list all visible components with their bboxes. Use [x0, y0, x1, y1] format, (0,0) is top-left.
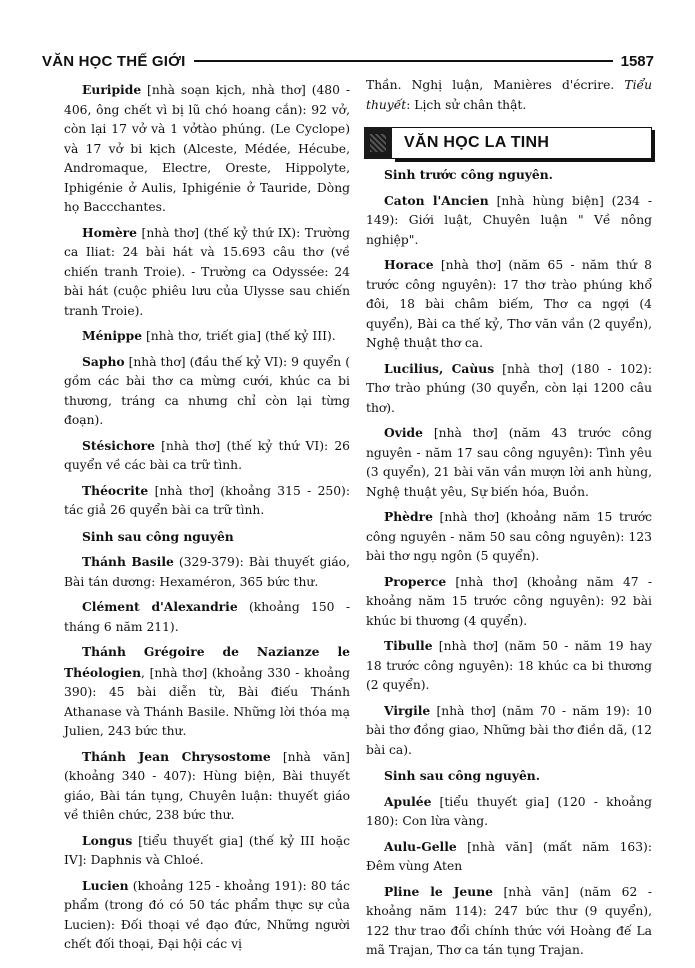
- subhead-after-christ: Sinh sau công nguyên: [82, 528, 234, 544]
- entry-horace: [366, 255, 652, 354]
- entry-text: [nhà thơ] (năm 70 - năm 19): 10 bài thơ đồng giao, Những bài thơ điền dã, (12 bài ca).: [366, 703, 652, 757]
- header-rule: [194, 60, 613, 62]
- entry-pline: [366, 882, 652, 961]
- entry-name: Caton l'Ancien: [384, 192, 489, 208]
- entry-name: Sapho: [82, 353, 125, 369]
- entry-text: [nhà hùng biện] (234 - 149): Giới luật, Chuyên luận " Về nông nghiệp".: [366, 193, 652, 247]
- entry-lucilius: [366, 359, 652, 419]
- entry-name: Longus: [82, 832, 133, 848]
- entry-name: Stésichore: [82, 437, 155, 453]
- subhead-before-christ: Sinh trước công nguyên.: [384, 167, 553, 182]
- entry-gregoire: [64, 642, 350, 742]
- section-title: VĂN HỌC LA TINH: [392, 127, 652, 159]
- entry-text: [tiểu thuyết gia] (120 - khoảng 180): Con lừa vàng.: [366, 794, 652, 828]
- entry-name: Clément d'Alexandrie: [82, 599, 238, 614]
- entry-name: Homère: [82, 224, 137, 240]
- entry-name: Ovide: [384, 425, 423, 440]
- entry-name: Phèdre: [384, 509, 433, 524]
- entry-homere: [64, 223, 350, 322]
- entry-text: [nhà soạn kịch, nhà thơ] (480 - 406, ông chết vì bị lũ chó hoang cắn): 92 vở, còn lại 17 vở và 1 vởtào phúng. (Le Cyclope) và 17 vở bi kịch (Alceste, Médée, Hécube, Andromaque, Electre, Oreste, Hippolyte, Iphigénie ở Aulis, Iphigénie ở Tauride, Dòng họ Baccchantes.: [64, 83, 350, 214]
- section-marker-icon: [364, 127, 392, 159]
- entry-name: Pline le Jeune: [384, 883, 493, 899]
- running-header: [42, 48, 654, 74]
- entry-text: [nhà thơ] (đầu thế kỷ VI): 9 quyển ( gồm các bài thơ ca mừng cưới, khúc ca bi thương, tráng ca nhưng chỉ còn lại từng đoạn).: [64, 354, 350, 427]
- entry-text: (329-379): Bài thuyết giáo, Bài tán dương: Hexaméron, 365 bức thư.: [64, 555, 350, 589]
- entry-text: [nhà thơ] (thế kỷ thứ VI): 26 quyển về các bài ca trữ tình.: [64, 438, 350, 472]
- entry-name: Théocrite: [82, 482, 149, 498]
- entry-caton: [366, 191, 652, 251]
- entry-text: [nhà thơ, triết gia] (thế kỷ III).: [142, 329, 336, 343]
- entry-ovide: [366, 423, 652, 502]
- entry-clement: [64, 597, 350, 637]
- entry-lucien: [64, 876, 350, 955]
- entry-menippe: [64, 326, 350, 347]
- entry-text: (khoảng 150 - tháng 6 năm 211).: [64, 600, 350, 634]
- entry-text: [nhà thơ] (khoảng năm 47 - khoảng năm 15 trước công nguyên): 92 bài khúc bi thương (4 quyển).: [366, 574, 652, 628]
- entry-text: [nhà văn] (mất năm 163): Đêm vùng Aten: [366, 839, 652, 873]
- entry-text: , [nhà thơ] (khoảng 330 - khoảng 390): 45 bài diễn từ, Bài điếu Thánh Athanase và Thánh Basile. Những lời thóa mạ Julien, 243 bức thư.: [64, 665, 350, 738]
- section-heading: [364, 127, 652, 159]
- entry-phedre: [366, 507, 652, 567]
- entry-name: Properce: [384, 573, 447, 589]
- entry-tibulle: [366, 636, 652, 696]
- subhead-after-christ-latin: Sinh sau công nguyên.: [384, 768, 541, 783]
- header-title: VĂN HỌC THẾ GIỚI: [42, 52, 186, 70]
- entry-lucien-continued: [366, 76, 652, 115]
- entry-name: Virgile: [384, 702, 431, 718]
- continuation-text-end: : Lịch sử chân thật.: [406, 97, 527, 112]
- entry-chrysostome: [64, 747, 350, 826]
- entry-name: Ménippe: [82, 328, 143, 343]
- entry-text: [tiểu thuyết gia] (thế kỷ III hoặc IV]: Daphnis và Chloé.: [64, 833, 350, 867]
- entry-text: [nhà thơ] (khoảng năm 15 trước công nguyên - năm 50 sau công nguyên): 123 bài thơ ngụ ngôn (5 quyển).: [366, 510, 652, 563]
- page-number: 1587: [620, 52, 654, 70]
- continuation-italic: Tiểu thuyết: [366, 78, 652, 112]
- entry-name: Euripide: [82, 82, 142, 97]
- entry-basile: [64, 552, 350, 592]
- entry-text: [nhà thơ] (năm 50 - năm 19 hay 18 trước công nguyên): 18 khúc ca bi thương (2 quyển).: [366, 639, 652, 692]
- entry-name: Thánh Basile: [82, 554, 174, 569]
- entry-aulu-gelle: [366, 837, 652, 877]
- left-column: [64, 80, 350, 960]
- entry-stesichore: [64, 436, 350, 476]
- entry-name: Thánh Jean Chrysostome: [82, 748, 271, 764]
- entry-name: Lucien: [82, 877, 129, 893]
- entry-euripide: [64, 80, 350, 218]
- entry-properce: [366, 572, 652, 632]
- entry-name: Apulée: [384, 793, 432, 809]
- continuation-text: Thần. Nghị luận, Manières d'écrire.: [366, 78, 625, 92]
- entry-text: [nhà văn] (khoảng 340 - 407): Hùng biện, Bài thuyết giáo, Bài tán tụng, Chuyên luận: thuyết giáo về thiên chức, 238 bức thư.: [64, 749, 350, 822]
- right-column: [366, 76, 652, 966]
- entry-text: [nhà văn] (năm 62 - khoảng năm 114): 247 bức thư (9 quyển), 122 thư trao đổi chính thức với Hoàng đế La mã Trajan, Thơ ca tán tụng Trajan.: [366, 884, 652, 957]
- entry-virgile: [366, 701, 652, 761]
- entry-apulee: [366, 792, 652, 832]
- entry-name: Horace: [384, 257, 434, 272]
- entry-name: Lucilius, Caùus: [384, 360, 495, 376]
- entry-theocrite: [64, 481, 350, 521]
- entry-text: [nhà thơ] (180 - 102): Thơ trào phúng (30 quyển, còn lại 1200 câu thơ).: [366, 361, 652, 415]
- entry-text: [nhà thơ] (năm 43 trước công nguyên - năm 17 sau công nguyên): Tình yêu (3 quyển), 21 bài văn vần mượn lời anh hùng, Nghệ thuật yêu, Sự biến hóa, Buồn.: [366, 426, 652, 499]
- entry-text: (khoảng 125 - khoảng 191): 80 tác phẩm (trong đó có 50 tác phẩm thực sự của Lucien): Đối thoại về đạo đức, Những người chết đối thoại, Đại hội các vị: [64, 878, 350, 951]
- entry-name: Aulu-Gelle: [384, 838, 457, 854]
- entry-text: [nhà thơ] (năm 65 - năm thứ 8 trước công nguyên): 17 thơ trào phúng khổ đôi, 18 bài châm biếm, Thơ ca ngợi (4 quyển), Bài ca thế kỷ, Thơ văn vần (2 quyển), Nghệ thuật thơ ca.: [366, 258, 652, 350]
- entry-text: [nhà thơ] (khoảng 315 - 250): tác giả 26 quyển bài ca trữ tình.: [64, 483, 350, 517]
- entry-sapho: [64, 352, 350, 431]
- entry-name: Tibulle: [384, 638, 433, 653]
- entry-longus: [64, 831, 350, 871]
- entry-text: [nhà thơ] (thế kỷ thứ IX): Trường ca Iliat: 24 bài hát và 15.693 câu thơ (về chiến tranh Troie). - Trường ca Odyssée: 24 bài hát (cuộc phiêu lưu của Ulysse sau chiến tranh Troie).: [64, 225, 350, 318]
- entry-name: Thánh Grégoire de Nazianze le Théologien: [64, 644, 350, 680]
